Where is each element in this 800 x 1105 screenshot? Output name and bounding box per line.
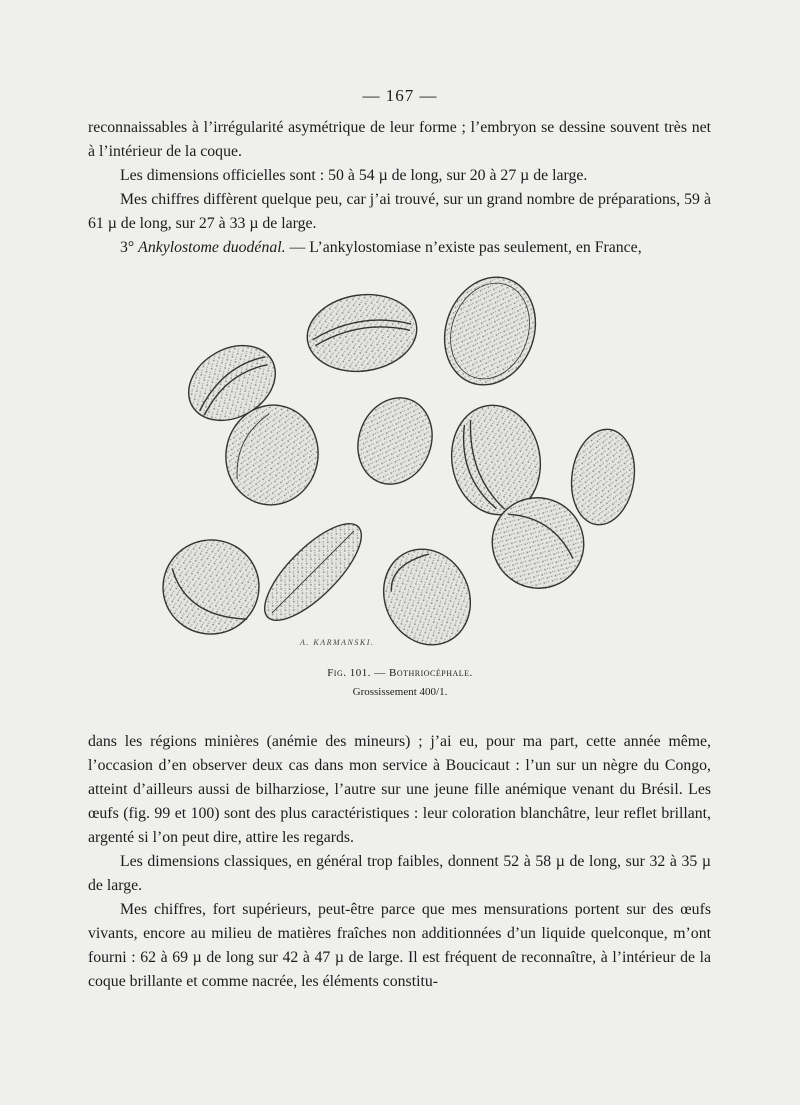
paragraph: Les dimensions officielles sont : 50 à 54 µ de long, sur 20 à 27 µ de large.: [120, 167, 588, 184]
top-text-block: [88, 116, 711, 260]
section-number: 3°: [120, 239, 135, 256]
egg-illustration: [150, 265, 650, 655]
illustrator-signature: A. KARMANSKI.: [300, 638, 375, 647]
page-number: — 167 —: [362, 86, 438, 105]
paragraph: dans les régions minières (anémie des mineurs) ; j’ai eu, pour ma part, cette année même, l’occasion d’en observer deux cas dans mon service à Boucicaut : l’un sur un nègre du Congo, atteint d’ailleurs aussi de bilharziose, l’autre sur une jeune fille anémique venant du Brésil. Les œufs (fig. 99 et 100) sont des plus caractéristiques : leur coloration blanchâtre, leur reflet brillant, argenté si l’on peut dire, attire les regards.: [88, 733, 711, 846]
paragraph: reconnaissables à l’irrégularité asymétrique de leur forme ; l’embryon se dessine souvent très net à l’intérieur de la coque.: [88, 119, 711, 160]
paragraph: Mes chiffres, fort supérieurs, peut-être parce que mes mensurations portent sur des œufs vivants, encore au milieu de matières fraîches non additionnées d’un liquide quelconque, m’ont fourni : 62 à 69 µ de long sur 42 à 47 µ de large. Il est fréquent de reconnaître, à l’intérieur de la coque brillante et comme nacrée, les éléments constitu-: [88, 901, 711, 990]
paragraph: Mes chiffres diffèrent quelque peu, car j’ai trouvé, sur un grand nombre de préparations, 59 à 61 µ de long, sur 27 à 33 µ de large.: [88, 191, 711, 232]
figure-magnification: Grossissement 400/1.: [352, 686, 448, 698]
section-text: — L’ankylostomiase n’existe pas seulement, en France,: [285, 239, 642, 256]
figure-caption: Fig. 101. — Bothriocéphale.: [327, 667, 473, 679]
paragraph: Les dimensions classiques, en général trop faibles, donnent 52 à 58 µ de long, sur 32 à 35 µ de large.: [88, 853, 711, 894]
bottom-text-block: [88, 730, 711, 994]
section-title: Ankylostome duodénal.: [138, 239, 286, 256]
section-paragraph: [88, 236, 711, 260]
